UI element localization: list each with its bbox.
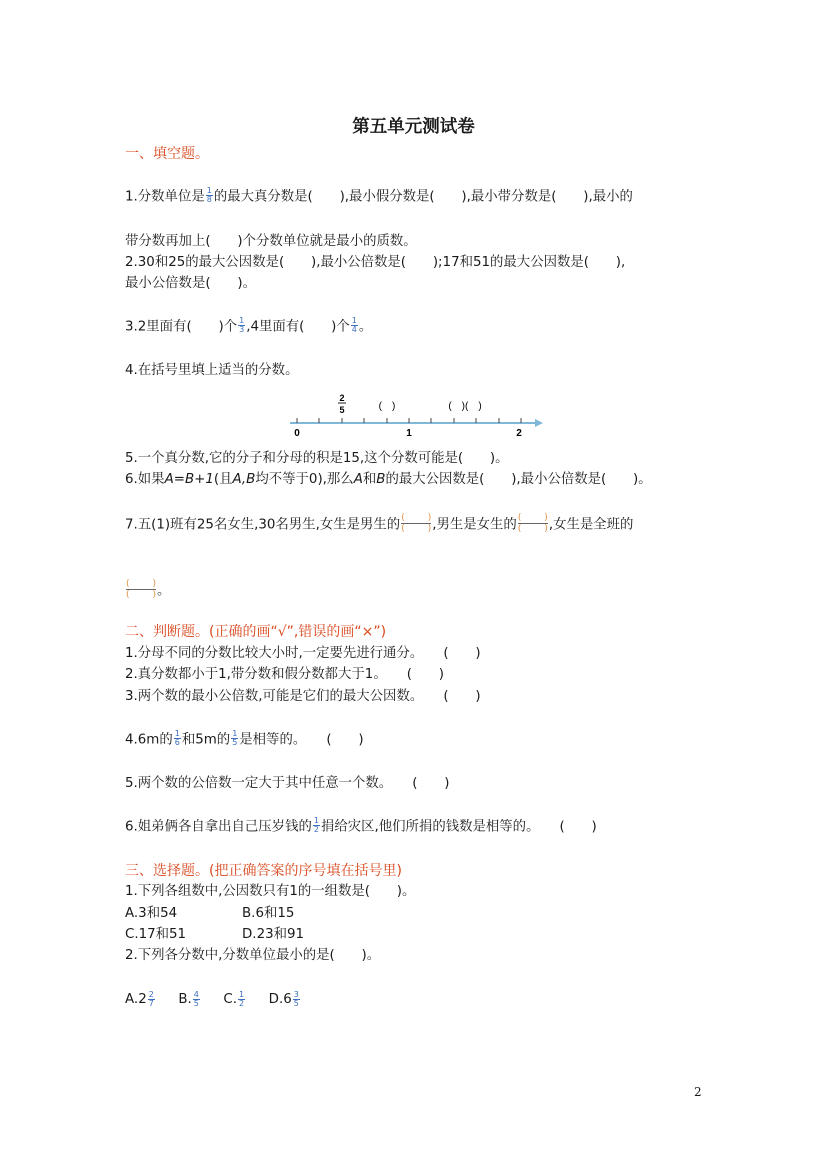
fraction: $\frac{1}{4}$ (351, 316, 357, 334)
question-1-1-cont: 带分数再加上( )个分数单位就是最小的质数。 (125, 234, 417, 249)
expression: A=B+1 (164, 472, 214, 487)
blank-fraction[interactable] (401, 513, 431, 534)
text: 捐给灾区,他们所捐的钱数是相等的。 ( ) (320, 819, 597, 835)
question-1-2: 2.30和25的最大公因数是( ),最小公倍数是( );17和51的最大公因数是( ), (125, 255, 626, 270)
text: 6.姐弟俩各自拿出自己压岁钱的 (125, 819, 312, 835)
tick-label-2: 2 (516, 428, 522, 438)
question-3-2: 2.下列各分数中,分数单位最小的是( )。 (125, 948, 381, 963)
marked-fraction-den: 5 (339, 405, 345, 415)
question-1-7 (125, 514, 633, 535)
section-heading-true-false: 二、判断题。(正确的画“√”,错误的画“×”) (125, 624, 387, 640)
variable: A,B (232, 472, 256, 487)
text: (且 (213, 472, 233, 487)
section-heading-fill-blank: 一、填空题。 (125, 146, 209, 162)
option-d: D.23和91 (242, 927, 305, 942)
text: 。 (358, 319, 373, 335)
question-1-6 (125, 471, 652, 489)
option-a: A.3和54 (125, 906, 178, 921)
blank-fraction[interactable] (518, 513, 548, 534)
text: 是相等的。 ( ) (239, 732, 364, 748)
text: 和 (362, 472, 377, 487)
question-1-2-cont: 最小公倍数是( )。 (125, 276, 256, 291)
tick-label-1: 1 (406, 428, 412, 438)
blank-1: ( ) (378, 401, 396, 412)
question-2-5: 5.两个数的公倍数一定大于其中任意一个数。 ( ) (125, 776, 450, 791)
question-3-1: 1.下列各组数中,公因数只有1的一组数是( )。 (125, 884, 416, 899)
text: 的最大真分数是( ),最小假分数是( ),最小带分数是( ),最小的 (213, 189, 633, 205)
variable: B (376, 472, 386, 487)
question-2-3: 3.两个数的最小公倍数,可能是它们的最大公因数。 ( ) (125, 689, 481, 704)
question-3-2-options (125, 991, 301, 1009)
text: 。 (157, 583, 171, 599)
fraction: $\frac{1}{3}$ (239, 316, 245, 334)
text: ,男生是女生的 (432, 517, 517, 533)
question-1-3 (125, 318, 372, 337)
option-b: B. $\frac{4}{5}$ (178, 989, 199, 1008)
option-a: A. 2 $\frac{2}{7}$ (125, 989, 154, 1008)
fraction: $\frac{1}{6}$ (174, 729, 180, 747)
text: ,女生是全班的 (548, 517, 634, 533)
number-line (285, 388, 545, 438)
text: 6.如果 (125, 472, 165, 487)
question-2-6 (125, 818, 597, 837)
question-1-4: 4.在括号里填上适当的分数。 (125, 363, 299, 378)
question-2-1: 1.分母不同的分数比较大小时,一定要先进行通分。 ( ) (125, 646, 481, 661)
text: 和5m的 (181, 732, 231, 748)
option-c: C.17和51 (125, 927, 187, 942)
text: 7.五(1)班有25名女生,30名男生,女生是男生的 (125, 517, 401, 533)
text: 3.2里面有( )个 (125, 319, 238, 335)
option-c: C. $\frac{1}{2}$ (223, 989, 245, 1008)
question-1-7-cont (125, 580, 170, 601)
question-1-5: 5.一个真分数,它的分子和分母的积是15,这个分数可能是( )。 (125, 451, 509, 466)
text: 1.分数单位是 (125, 189, 205, 205)
question-2-2: 2.真分数都小于1,带分数和假分数都大于1。 ( ) (125, 667, 445, 682)
fraction: $\frac{1}{5}$ (232, 729, 238, 747)
page-title: 第五单元测试卷 (352, 117, 475, 137)
option-d: D. 6 $\frac{3}{5}$ (268, 989, 299, 1008)
tick-label-0: 0 (294, 428, 300, 438)
section-heading-multiple-choice: 三、选择题。(把正确答案的序号填在括号里) (125, 863, 402, 879)
question-2-4 (125, 731, 364, 750)
text: 4.6m的 (125, 732, 173, 748)
fraction: $\frac{1}{8}$ (206, 186, 212, 204)
blank-fraction[interactable] (126, 579, 156, 600)
question-1-1 (125, 188, 633, 207)
blank-2: ( )( ) (448, 401, 482, 412)
marked-fraction-num: 2 (339, 393, 345, 403)
number-line-arrow (535, 419, 543, 427)
text: 均不等于0),那么 (255, 472, 354, 487)
text: 的最大公因数是( ),最小公倍数是( )。 (385, 472, 652, 487)
variable: A (353, 472, 363, 487)
text: ,4里面有( )个 (246, 319, 350, 335)
fraction: $\frac{1}{2}$ (313, 816, 319, 834)
page-number: 2 (694, 1085, 702, 1099)
option-b: B.6和15 (242, 906, 295, 921)
